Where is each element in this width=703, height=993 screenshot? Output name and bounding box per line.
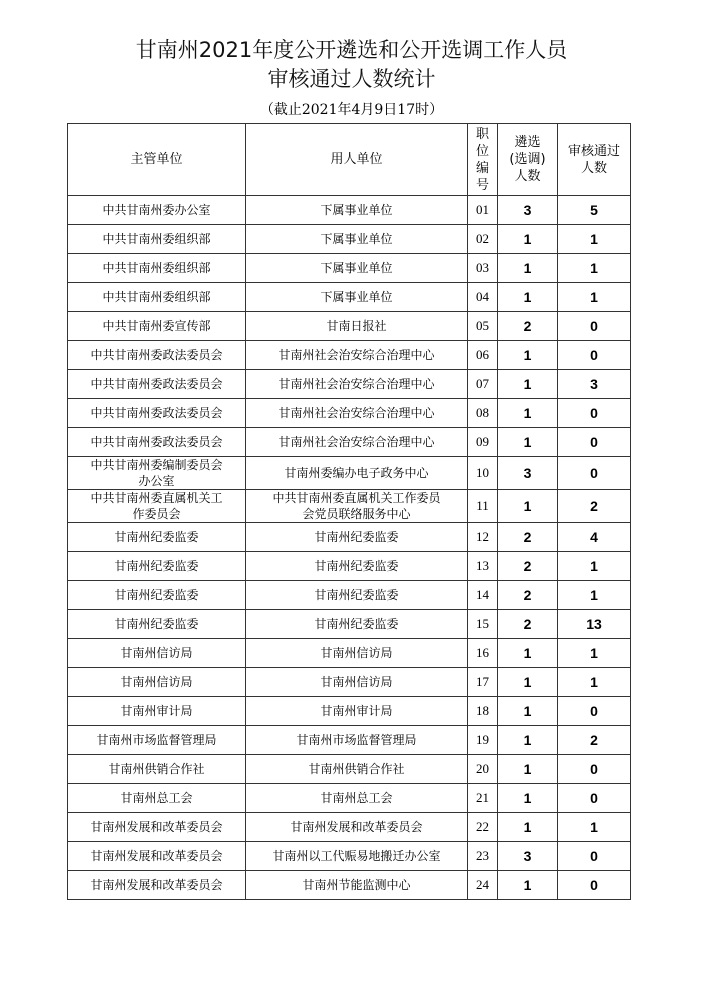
cell-selected-count: 1	[498, 639, 558, 668]
cell-selected-count: 1	[498, 341, 558, 370]
cell-employer: 下属事业单位	[246, 196, 468, 225]
cell-unit: 中共甘南州委组织部	[68, 283, 246, 312]
cell-selected-count: 1	[498, 871, 558, 900]
cell-approved-count: 0	[558, 341, 631, 370]
table-row	[68, 225, 631, 254]
cell-unit: 甘南州纪委监委	[68, 581, 246, 610]
cell-selected-count: 1	[498, 225, 558, 254]
cell-employer: 甘南州节能监测中心	[246, 871, 468, 900]
cell-selected-count: 2	[498, 312, 558, 341]
table-header-row	[68, 124, 631, 196]
table-row	[68, 784, 631, 813]
cell-position-code: 12	[468, 523, 498, 552]
cell-employer: 甘南州纪委监委	[246, 552, 468, 581]
cell-position-code: 20	[468, 755, 498, 784]
cell-employer: 甘南州委编办电子政务中心	[246, 457, 468, 490]
page-title: 甘南州2021年度公开遴选和公开选调工作人员	[135, 38, 568, 62]
cell-employer: 甘南州社会治安综合治理中心	[246, 370, 468, 399]
cell-selected-count: 1	[498, 490, 558, 523]
cell-selected-count: 2	[498, 523, 558, 552]
cell-unit: 中共甘南州委宣传部	[68, 312, 246, 341]
cell-employer: 甘南州纪委监委	[246, 523, 468, 552]
cell-selected-count: 1	[498, 668, 558, 697]
cell-employer: 甘南州纪委监委	[246, 610, 468, 639]
cell-position-code: 23	[468, 842, 498, 871]
cell-unit: 甘南州发展和改革委员会	[68, 813, 246, 842]
table-row	[68, 254, 631, 283]
cell-approved-count: 13	[558, 610, 631, 639]
cell-selected-count: 1	[498, 283, 558, 312]
cell-unit: 甘南州市场监督管理局	[68, 726, 246, 755]
cell-approved-count: 3	[558, 370, 631, 399]
cell-employer: 下属事业单位	[246, 254, 468, 283]
table-row	[68, 610, 631, 639]
cell-approved-count: 0	[558, 784, 631, 813]
cell-approved-count: 1	[558, 254, 631, 283]
page-title-line-2: 审核通过人数统计	[267, 67, 436, 91]
cell-selected-count: 1	[498, 726, 558, 755]
cell-approved-count: 4	[558, 523, 631, 552]
header-position-code: 职 位 编 号	[468, 124, 498, 196]
cell-approved-count: 1	[558, 813, 631, 842]
cell-unit: 甘南州纪委监委	[68, 610, 246, 639]
table-row	[68, 428, 631, 457]
cell-position-code: 09	[468, 428, 498, 457]
table-row	[68, 196, 631, 225]
cell-employer: 甘南州发展和改革委员会	[246, 813, 468, 842]
cell-unit: 甘南州信访局	[68, 668, 246, 697]
cell-unit: 甘南州总工会	[68, 784, 246, 813]
cell-selected-count: 2	[498, 581, 558, 610]
cell-employer: 中共甘南州委直属机关工作委员 会党员联络服务中心	[246, 490, 468, 523]
cell-selected-count: 1	[498, 813, 558, 842]
cell-position-code: 01	[468, 196, 498, 225]
cell-employer: 甘南州供销合作社	[246, 755, 468, 784]
table-row	[68, 755, 631, 784]
cell-position-code: 14	[468, 581, 498, 610]
cell-unit: 中共甘南州委组织部	[68, 254, 246, 283]
cell-position-code: 13	[468, 552, 498, 581]
cell-position-code: 18	[468, 697, 498, 726]
cell-selected-count: 1	[498, 399, 558, 428]
cell-unit: 甘南州供销合作社	[68, 755, 246, 784]
cell-employer: 甘南州信访局	[246, 639, 468, 668]
table-row	[68, 871, 631, 900]
table-row	[68, 312, 631, 341]
table-row	[68, 523, 631, 552]
cell-approved-count: 0	[558, 697, 631, 726]
cell-position-code: 11	[468, 490, 498, 523]
table-row	[68, 668, 631, 697]
cell-position-code: 06	[468, 341, 498, 370]
cell-employer: 甘南州社会治安综合治理中心	[246, 428, 468, 457]
table-row	[68, 370, 631, 399]
header-approved-count: 审核通过 人数	[558, 124, 631, 196]
cell-unit: 中共甘南州委办公室	[68, 196, 246, 225]
cell-selected-count: 1	[498, 254, 558, 283]
cell-position-code: 02	[468, 225, 498, 254]
cell-approved-count: 0	[558, 457, 631, 490]
cell-approved-count: 1	[558, 639, 631, 668]
table-body	[68, 196, 631, 900]
cell-position-code: 03	[468, 254, 498, 283]
table-row	[68, 842, 631, 871]
cell-unit: 甘南州纪委监委	[68, 552, 246, 581]
cell-unit: 甘南州纪委监委	[68, 523, 246, 552]
header-unit: 主管单位	[68, 124, 246, 196]
cell-position-code: 05	[468, 312, 498, 341]
cell-approved-count: 5	[558, 196, 631, 225]
header-employer: 用人单位	[246, 124, 468, 196]
cell-approved-count: 2	[558, 726, 631, 755]
cell-position-code: 07	[468, 370, 498, 399]
cell-employer: 下属事业单位	[246, 225, 468, 254]
cell-approved-count: 1	[558, 283, 631, 312]
cell-employer: 下属事业单位	[246, 283, 468, 312]
cell-approved-count: 1	[558, 581, 631, 610]
cell-unit: 甘南州发展和改革委员会	[68, 842, 246, 871]
cell-employer: 甘南州信访局	[246, 668, 468, 697]
table-row	[68, 457, 631, 490]
cell-approved-count: 2	[558, 490, 631, 523]
table-row	[68, 581, 631, 610]
table-row	[68, 399, 631, 428]
cell-approved-count: 0	[558, 755, 631, 784]
table-row	[68, 697, 631, 726]
cell-selected-count: 3	[498, 196, 558, 225]
cell-employer: 甘南州审计局	[246, 697, 468, 726]
cell-approved-count: 1	[558, 668, 631, 697]
cell-selected-count: 3	[498, 457, 558, 490]
statistics-table	[67, 123, 631, 900]
table-row	[68, 490, 631, 523]
cell-selected-count: 2	[498, 552, 558, 581]
cell-employer: 甘南州社会治安综合治理中心	[246, 341, 468, 370]
cell-unit: 甘南州信访局	[68, 639, 246, 668]
cell-approved-count: 1	[558, 552, 631, 581]
cell-approved-count: 0	[558, 428, 631, 457]
cell-selected-count: 1	[498, 755, 558, 784]
cell-position-code: 08	[468, 399, 498, 428]
cell-unit: 中共甘南州委政法委员会	[68, 428, 246, 457]
cell-unit: 中共甘南州委组织部	[68, 225, 246, 254]
cell-employer: 甘南日报社	[246, 312, 468, 341]
table-row	[68, 552, 631, 581]
cell-employer: 甘南州纪委监委	[246, 581, 468, 610]
cell-approved-count: 0	[558, 842, 631, 871]
cell-position-code: 19	[468, 726, 498, 755]
cell-position-code: 10	[468, 457, 498, 490]
table-row	[68, 813, 631, 842]
cell-position-code: 16	[468, 639, 498, 668]
table-row	[68, 341, 631, 370]
cell-unit: 中共甘南州委政法委员会	[68, 399, 246, 428]
cell-selected-count: 1	[498, 370, 558, 399]
cell-selected-count: 3	[498, 842, 558, 871]
cell-unit: 中共甘南州委编制委员会 办公室	[68, 457, 246, 490]
cutoff-date-note: （截止2021年4月9日17时）	[259, 102, 444, 118]
cell-selected-count: 1	[498, 428, 558, 457]
cell-position-code: 04	[468, 283, 498, 312]
cell-approved-count: 0	[558, 312, 631, 341]
cell-position-code: 24	[468, 871, 498, 900]
cell-employer: 甘南州市场监督管理局	[246, 726, 468, 755]
cell-unit: 中共甘南州委政法委员会	[68, 370, 246, 399]
cell-unit: 中共甘南州委政法委员会	[68, 341, 246, 370]
cell-unit: 甘南州发展和改革委员会	[68, 871, 246, 900]
cell-selected-count: 1	[498, 784, 558, 813]
table-row	[68, 726, 631, 755]
cell-employer: 甘南州以工代赈易地搬迁办公室	[246, 842, 468, 871]
cell-approved-count: 0	[558, 399, 631, 428]
cell-position-code: 17	[468, 668, 498, 697]
cell-position-code: 21	[468, 784, 498, 813]
cell-unit: 中共甘南州委直属机关工 作委员会	[68, 490, 246, 523]
cell-approved-count: 0	[558, 871, 631, 900]
cell-employer: 甘南州社会治安综合治理中心	[246, 399, 468, 428]
header-selected-count: 遴选 (选调) 人数	[498, 124, 558, 196]
cell-position-code: 15	[468, 610, 498, 639]
table-row	[68, 639, 631, 668]
cell-unit: 甘南州审计局	[68, 697, 246, 726]
cell-selected-count: 1	[498, 697, 558, 726]
cell-selected-count: 2	[498, 610, 558, 639]
cell-approved-count: 1	[558, 225, 631, 254]
cell-employer: 甘南州总工会	[246, 784, 468, 813]
cell-position-code: 22	[468, 813, 498, 842]
table-row	[68, 283, 631, 312]
